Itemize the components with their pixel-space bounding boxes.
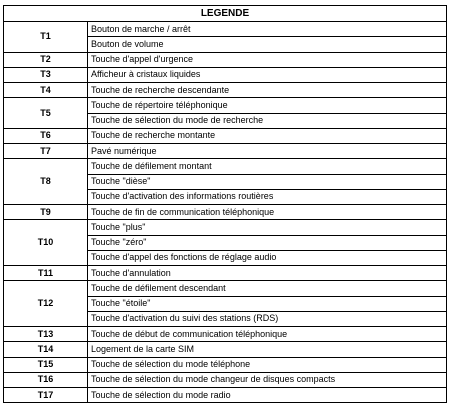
legend-description: Touche d'appel d'urgence [88, 52, 447, 67]
table-row [4, 52, 447, 67]
legend-description: Touche "plus" [88, 220, 447, 235]
legend-code: T12 [4, 281, 88, 327]
legend-description: Touche de sélection du mode changeur de disques compacts [88, 372, 447, 387]
legend-code: T3 [4, 67, 88, 82]
legend-code: T8 [4, 159, 88, 205]
table-row [4, 388, 447, 403]
legend-body [4, 22, 447, 403]
legend-description: Pavé numérique [88, 144, 447, 159]
table-row [4, 372, 447, 387]
table-row [4, 22, 447, 37]
table-row [4, 281, 447, 296]
legend-description: Touche de défilement descendant [88, 281, 447, 296]
legend-code: T16 [4, 372, 88, 387]
legend-description: Touche de recherche descendante [88, 83, 447, 98]
legend-code: T13 [4, 327, 88, 342]
legend-description: Touche de sélection du mode de recherche [88, 113, 447, 128]
legend-code: T6 [4, 128, 88, 143]
legend-title: LEGENDE [4, 6, 447, 22]
legend-code: T10 [4, 220, 88, 266]
legend-description: Touche "zéro" [88, 235, 447, 250]
table-row [4, 327, 447, 342]
legend-code: T2 [4, 52, 88, 67]
legend-code: T9 [4, 205, 88, 220]
legend-description: Bouton de volume [88, 37, 447, 52]
legend-description: Touche de début de communication téléphonique [88, 327, 447, 342]
legend-header-row [4, 6, 447, 22]
table-row [4, 266, 447, 281]
legend-description: Touche de fin de communication téléphonique [88, 205, 447, 220]
legend-description: Touche d'annulation [88, 266, 447, 281]
table-row [4, 220, 447, 235]
legend-code: T17 [4, 388, 88, 403]
legend-description: Touche d'appel des fonctions de réglage audio [88, 250, 447, 265]
legend-code: T4 [4, 83, 88, 98]
legend-description: Afficheur à cristaux liquides [88, 67, 447, 82]
legend-description: Touche de sélection du mode radio [88, 388, 447, 403]
table-row [4, 159, 447, 174]
table-row [4, 342, 447, 357]
table-row [4, 67, 447, 82]
legend-description: Touche de défilement montant [88, 159, 447, 174]
legend-description: Bouton de marche / arrêt [88, 22, 447, 37]
table-row [4, 128, 447, 143]
legend-code: T5 [4, 98, 88, 129]
legend-description: Logement de la carte SIM [88, 342, 447, 357]
legend-description: Touche de sélection du mode téléphone [88, 357, 447, 372]
table-row [4, 83, 447, 98]
legend-description: Touche de répertoire téléphonique [88, 98, 447, 113]
table-row [4, 144, 447, 159]
legend-table [3, 5, 447, 403]
legend-code: T7 [4, 144, 88, 159]
legend-description: Touche d'activation du suivi des stations (RDS) [88, 311, 447, 326]
table-row [4, 205, 447, 220]
legend-description: Touche "dièse" [88, 174, 447, 189]
table-row [4, 357, 447, 372]
legend-description: Touche de recherche montante [88, 128, 447, 143]
legend-code: T1 [4, 22, 88, 53]
legend-code: T11 [4, 266, 88, 281]
table-row [4, 98, 447, 113]
legend-code: T15 [4, 357, 88, 372]
legend-code: T14 [4, 342, 88, 357]
legend-description: Touche d'activation des informations routières [88, 189, 447, 204]
legend-description: Touche "étoile" [88, 296, 447, 311]
